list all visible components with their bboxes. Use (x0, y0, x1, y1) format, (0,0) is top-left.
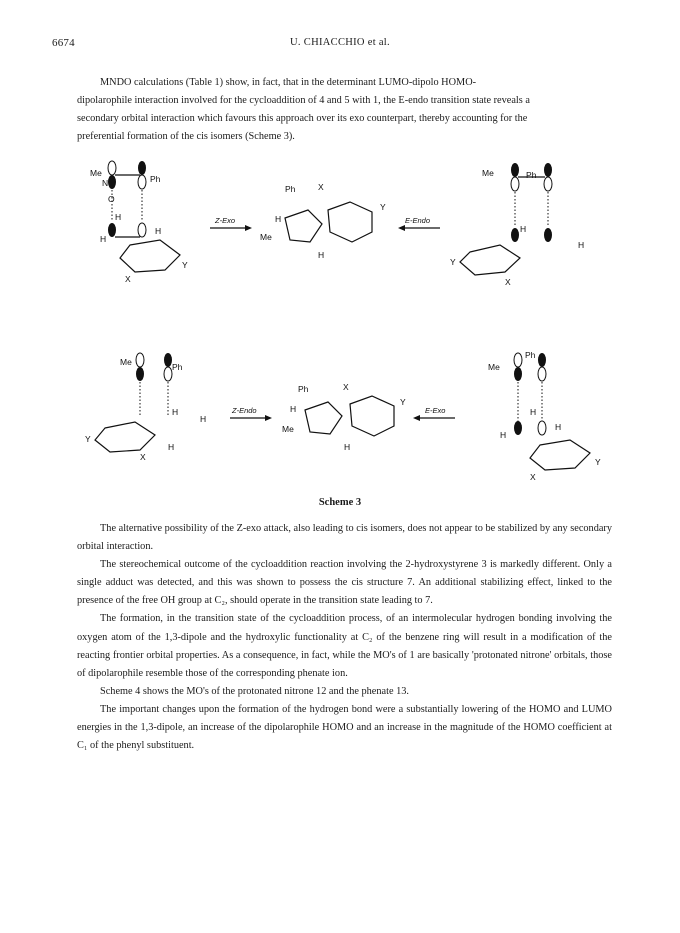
h-label: H (172, 407, 179, 417)
me-label: Me (488, 362, 500, 372)
x-label: X (343, 382, 349, 392)
z-exo-label: Z-Exo (215, 216, 236, 225)
orbital-lobe-icon (511, 177, 519, 191)
arrow-z-exo (210, 216, 252, 231)
arrow-z-endo (230, 406, 272, 421)
page-number: 6674 (52, 37, 75, 49)
x-label: X (530, 472, 536, 482)
x-label: X (140, 452, 146, 462)
ph-label: Ph (172, 362, 183, 372)
h-label: H (115, 212, 122, 222)
orbital-lobe-icon (511, 228, 519, 242)
orbital-lobe-icon (538, 367, 546, 381)
orbital-lobe-icon (136, 353, 144, 367)
scheme-3-figure (60, 160, 640, 500)
orbital-lobe-icon (544, 177, 552, 191)
h-label: H (555, 422, 562, 432)
arrow-e-endo (398, 216, 440, 231)
z-endo-label: Z-Endo (232, 406, 257, 415)
intro-line-3: secondary orbital interaction which favours this approach over its exo counterpart, thereby accounting for the (77, 113, 528, 125)
y-label: Y (400, 397, 406, 407)
orbital-lobe-icon (544, 163, 552, 177)
ph-label: Ph (285, 184, 296, 194)
n-label: N (102, 178, 109, 188)
me-label: Me (282, 424, 294, 434)
body-paragraph-2: The stereochemical outcome of the cycloaddition reaction involving the 2-hydroxystyrene 3 is markedly different. Only a single adduct was detected, and this was shown to possess the cis structure 7. An additional stabilizing effect, linked to the presence of the free OH group at C₂, should operate in the transition state leading to 7. (77, 559, 612, 607)
y-label: Y (85, 434, 91, 444)
intro-line-1: MNDO calculations (Table 1) show, in fact, that in the determinant LUMO-dipolo HOMO- (100, 77, 477, 88)
body-paragraph-5: The important changes upon the formation of the hydrogen bond were a substantially lowering of the HOMO and LUMO energies in the 1,3-dipole, an increase of the dipolarophile HOMO and an increase in the magnitude of the HOMO coefficient at C₁ of the phenyl substituent. (77, 703, 612, 752)
h-label: H (530, 407, 537, 417)
orbital-lobe-icon (511, 163, 519, 177)
me-label: Me (120, 357, 132, 367)
h-label: H (200, 414, 207, 424)
orbital-lobe-icon (538, 421, 546, 435)
body-paragraph-4: Scheme 4 shows the MO's of the protonated nitrone 12 and the phenate 13. (100, 685, 409, 697)
body-paragraph-3: The formation, in the transition state of the cycloaddition process, of an intermolecular hydrogen bonding involving the oxygen atom of the 1,3-dipole and the hydroxylic functionality at C₂ of the benzene ring will result in a modification of the reacting frontier orbital properties. As a consequence, in fact, while the MO's of 1 are basically 'protonated nitrone' orbitals, those of dipolarophile resemble those of the corresponding phenate ion. (77, 613, 612, 679)
ts-z-endo-bottom-left (85, 353, 206, 462)
arrow-e-exo (413, 406, 455, 421)
ph-label: Ph (150, 174, 161, 184)
me-label: Me (260, 232, 272, 242)
scheme-3-drawing (60, 160, 640, 500)
body-text (77, 520, 612, 755)
e-exo-label: E-Exo (425, 406, 446, 415)
product-top-center (260, 182, 386, 260)
orbital-lobe-icon (514, 367, 522, 381)
ph-label: Ph (525, 350, 536, 360)
me-label: Me (482, 168, 494, 178)
h-label: H (578, 240, 585, 250)
orbital-lobe-icon (514, 353, 522, 367)
e-endo-label: E-Endo (405, 216, 431, 225)
h-label: H (290, 404, 297, 414)
h-label: H (155, 226, 162, 236)
orbital-lobe-icon (138, 175, 146, 189)
h-label: H (168, 442, 175, 452)
orbital-lobe-icon (108, 175, 116, 189)
y-label: Y (595, 457, 601, 467)
body-paragraph-1: The alternative possibility of the Z-exo attack, also leading to cis isomers, does not appear to be stabilized by any secondary orbital interaction. (77, 523, 612, 553)
orbital-lobe-icon (164, 353, 172, 367)
x-label: X (505, 277, 511, 287)
h-label: H (100, 234, 107, 244)
orbital-lobe-icon (136, 367, 144, 381)
y-label: Y (450, 257, 456, 267)
h-label: H (344, 442, 351, 452)
orbital-lobe-icon (514, 421, 522, 435)
h-label: H (275, 214, 282, 224)
orbital-lobe-icon (138, 161, 146, 175)
orbital-lobe-icon (544, 228, 552, 242)
scheme-caption: Scheme 3 (318, 497, 362, 508)
x-label: X (125, 274, 131, 284)
intro-line-2: dipolarophile interaction involved for the cycloaddition of 4 and 5 with 1, the E-endo transition state reveals a (77, 95, 530, 107)
intro-paragraph (77, 74, 612, 146)
ts-z-exo-top-left (90, 161, 188, 284)
h-label: H (500, 430, 507, 440)
ph-label: Ph (526, 170, 537, 180)
h-label: H (520, 224, 527, 234)
me-label: Me (90, 168, 102, 178)
ts-e-exo-bottom-right (488, 350, 601, 482)
intro-line-4: preferential formation of the cis isomers (Scheme 3). (77, 131, 295, 143)
h-label: H (318, 250, 325, 260)
o-label: O (108, 194, 115, 204)
y-label: Y (182, 260, 188, 270)
orbital-lobe-icon (138, 223, 146, 237)
x-label: X (318, 182, 324, 192)
running-head: U. CHIACCHIO et al. (290, 37, 390, 48)
y-label: Y (380, 202, 386, 212)
orbital-lobe-icon (108, 161, 116, 175)
orbital-lobe-icon (164, 367, 172, 381)
ts-e-endo-top-right (450, 163, 584, 287)
product-bottom-center (282, 382, 406, 452)
ph-label: Ph (298, 384, 309, 394)
orbital-lobe-icon (108, 223, 116, 237)
orbital-lobe-icon (538, 353, 546, 367)
